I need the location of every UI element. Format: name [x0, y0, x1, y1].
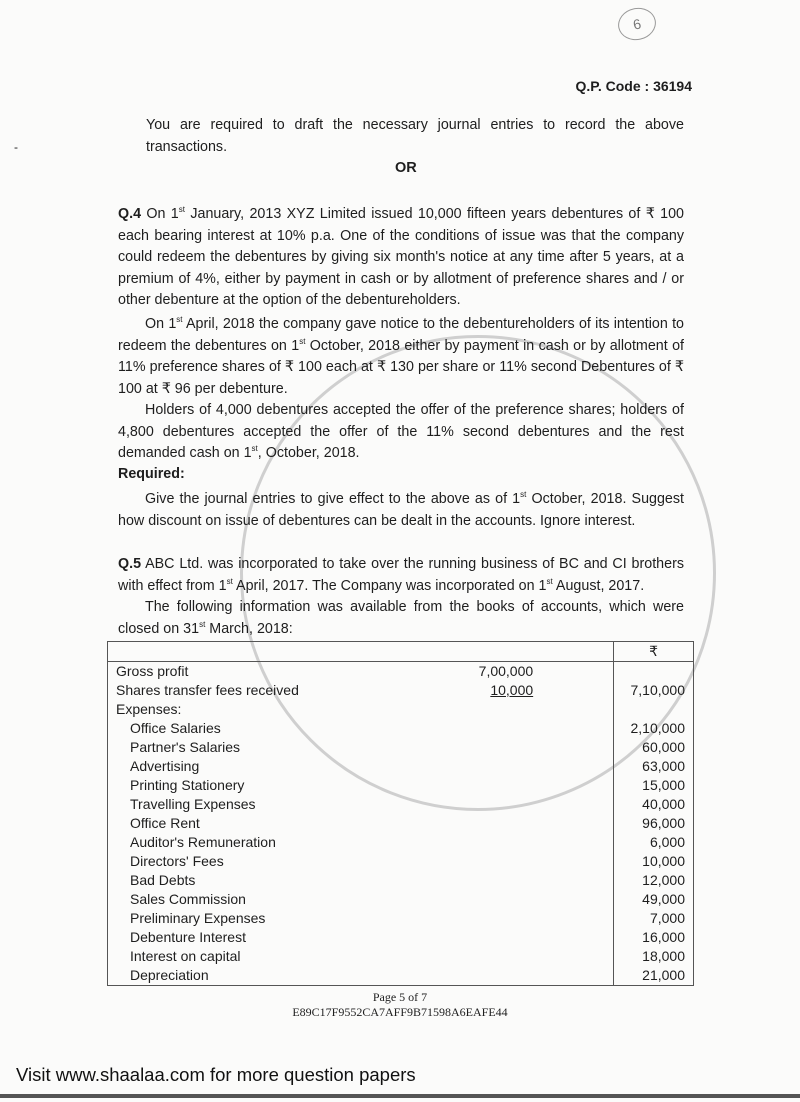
table-row	[108, 719, 694, 738]
row-label: Depreciation	[130, 967, 209, 983]
row-label: Directors' Fees	[130, 853, 224, 869]
row-subtotal	[405, 814, 614, 833]
row-label: Sales Commission	[130, 891, 246, 907]
row-label: Shares transfer fees received	[116, 682, 299, 698]
row-subtotal	[405, 757, 614, 776]
bottom-border	[0, 1094, 800, 1098]
row-label: Gross profit	[116, 663, 189, 679]
row-amount: 49,000	[614, 890, 694, 909]
q5-paragraph-1	[118, 554, 684, 597]
page-number: Page 5 of 7	[372, 990, 428, 1004]
row-subtotal: 10,000	[490, 682, 534, 698]
row-label: Partner's Salaries	[130, 739, 241, 755]
table-row	[108, 662, 694, 682]
visit-shaalaa-banner: Visit www.shaalaa.com for more question papers	[16, 1064, 416, 1085]
table-header-row	[108, 642, 694, 662]
row-amount: 10,000	[614, 852, 694, 871]
intro-text: You are required to draft the necessary journal entries to record the above transactions.	[146, 117, 684, 155]
row-subtotal	[405, 928, 614, 947]
row-subtotal	[405, 871, 614, 890]
row-amount: 18,000	[614, 947, 694, 966]
row-amount: 2,10,000	[614, 719, 694, 738]
table-row	[108, 852, 694, 871]
row-subtotal	[405, 795, 614, 814]
table-row	[108, 681, 694, 700]
row-label: Bad Debts	[130, 872, 196, 888]
handwritten-page-marker: 6	[615, 4, 659, 43]
row-amount: 7,10,000	[614, 681, 694, 700]
row-subtotal	[405, 966, 614, 986]
row-label: Advertising	[130, 758, 200, 774]
q4-paragraph-3: Holders of 4,000 debentures accepted the offer of the preference shares; holders of 4,800 debentures accepted the offer of the 11% second debentures and the rest demanded cash on 1st, October, 2018.	[118, 402, 684, 461]
row-label: Interest on capital	[130, 948, 241, 964]
accounts-table	[107, 641, 694, 986]
row-amount	[614, 700, 694, 719]
row-label: Travelling Expenses	[130, 796, 256, 812]
q4-paragraph-1	[118, 204, 684, 312]
row-label: Expenses:	[116, 701, 182, 717]
table-row	[108, 928, 694, 947]
row-subtotal	[405, 947, 614, 966]
row-amount: 60,000	[614, 738, 694, 757]
table-row	[108, 700, 694, 719]
row-subtotal	[405, 719, 614, 738]
q5-text: ABC Ltd. was incorporated to take over the running business of BC and CI brothers with effect from 1st April, 2017. The Company was incorporated on 1st August, 2017.	[118, 556, 684, 594]
row-subtotal	[405, 909, 614, 928]
table-row	[108, 738, 694, 757]
table-row	[108, 795, 694, 814]
table-row	[108, 871, 694, 890]
row-label: Preliminary Expenses	[130, 910, 266, 926]
q5-paragraph-2: The following information was available from the books of accounts, which were closed on 31st March, 2018:	[118, 599, 684, 637]
table-row	[108, 833, 694, 852]
row-subtotal	[405, 833, 614, 852]
row-label: Office Rent	[130, 815, 200, 831]
table-row	[108, 966, 694, 986]
required-heading: Required:	[118, 466, 185, 482]
document-code: E89C17F9552CA7AFF9B71598A6EAFE44	[292, 1005, 508, 1019]
row-amount: 12,000	[614, 871, 694, 890]
row-label: Office Salaries	[130, 720, 221, 736]
row-amount	[614, 662, 694, 682]
q4-paragraph-2: On 1st April, 2018 the company gave notice to the debentureholders of its intention to redeem the debentures on 1st October, 2018 either by payment in cash or by allotment of 11% preference shares of ₹ 100 each at ₹ 130 per share or 11% second Debentures of ₹ 100 at ₹ 96 per debenture.	[118, 315, 684, 397]
row-amount: 15,000	[614, 776, 694, 795]
row-amount: 6,000	[614, 833, 694, 852]
table-row	[108, 890, 694, 909]
row-subtotal: 7,00,000	[478, 663, 534, 679]
or-separator: OR	[395, 160, 417, 176]
table-row	[108, 757, 694, 776]
row-subtotal	[405, 890, 614, 909]
row-subtotal	[405, 738, 614, 757]
qp-code: Q.P. Code : 36194	[575, 78, 692, 94]
scan-mark: -	[14, 140, 18, 154]
row-amount: 7,000	[614, 909, 694, 928]
row-amount: 21,000	[614, 966, 694, 986]
currency-header: ₹	[614, 642, 694, 662]
row-subtotal	[405, 776, 614, 795]
q5-label: Q.5	[118, 556, 142, 572]
row-amount: 40,000	[614, 795, 694, 814]
row-amount: 16,000	[614, 928, 694, 947]
table-row	[108, 909, 694, 928]
row-amount: 63,000	[614, 757, 694, 776]
row-label: Debenture Interest	[130, 929, 246, 945]
q4-label: Q.4	[118, 206, 142, 222]
q4-text: On 1st January, 2013 XYZ Limited issued 10,000 fifteen years debentures of ₹ 100 each bearing interest at 10% p.a. One of the conditions of issue was that the company could redeem the debentures by giving six month's notice at any time after 5 years, at a premium of 4%, either by payment in cash or by allotment of preference shares and / or other debenture at the option of the debentureholders.	[118, 205, 684, 308]
table-row	[108, 776, 694, 795]
row-label: Printing Stationery	[130, 777, 245, 793]
row-label: Auditor's Remuneration	[130, 834, 276, 850]
row-subtotal	[405, 700, 614, 719]
table-row	[108, 814, 694, 833]
q4-paragraph-4: Give the journal entries to give effect to the above as of 1st October, 2018. Suggest how discount on issue of debentures can be dealt in the accounts. Ignore interest.	[118, 490, 684, 529]
table-row	[108, 947, 694, 966]
row-amount: 96,000	[614, 814, 694, 833]
row-subtotal	[405, 852, 614, 871]
